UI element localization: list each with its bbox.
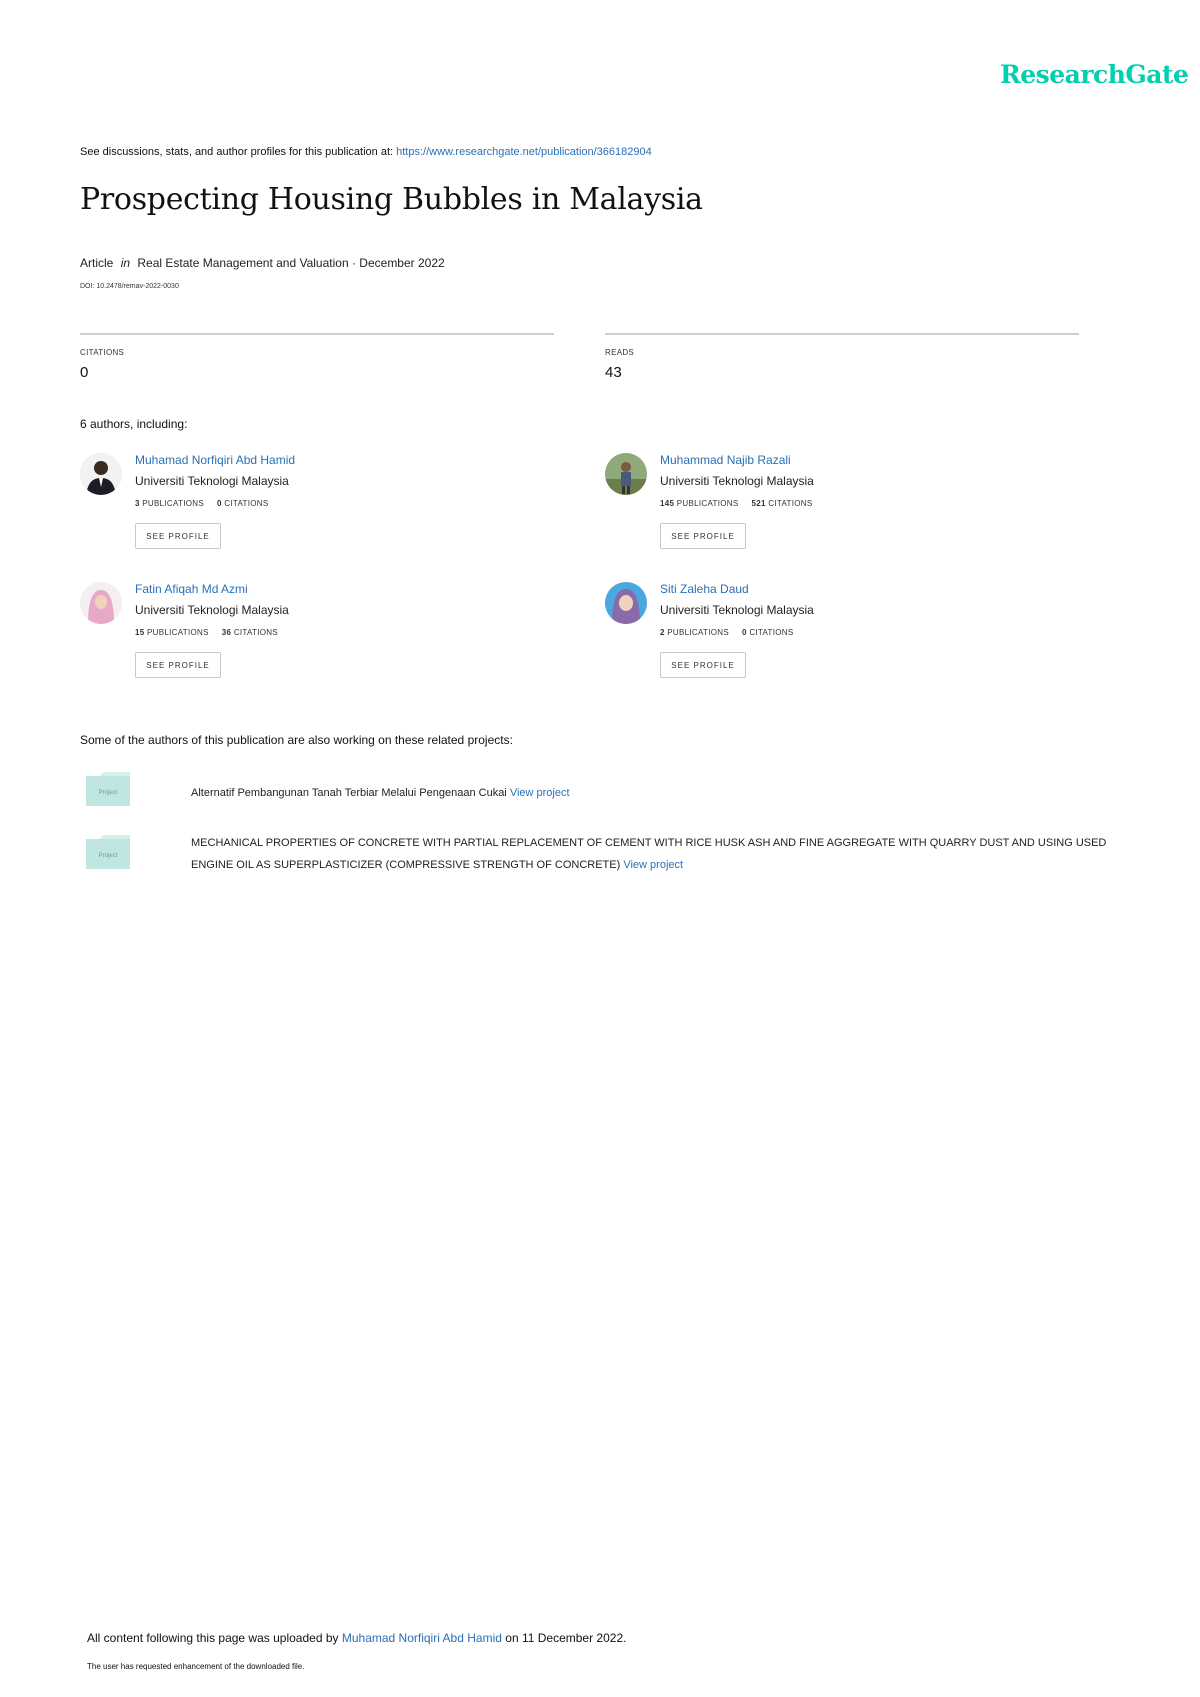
related-projects-heading: Some of the authors of this publication are also working on these related projects: bbox=[80, 733, 513, 747]
reads-value: 43 bbox=[605, 364, 622, 381]
author-institution: Universiti Teknologi Malaysia bbox=[660, 474, 814, 488]
see-profile-button[interactable]: SEE PROFILE bbox=[660, 652, 746, 678]
citations-value: 0 bbox=[80, 364, 89, 381]
avatar[interactable] bbox=[80, 582, 122, 624]
upload-suffix: on 11 December 2022. bbox=[505, 1631, 627, 1645]
author-institution: Universiti Teknologi Malaysia bbox=[660, 603, 814, 617]
upload-notice bbox=[87, 1631, 626, 1645]
project-title-line-2: ENGINE OIL AS SUPERPLASTICIZER (COMPRESSIVE STRENGTH OF CONCRETE) bbox=[191, 859, 621, 871]
project-title-line-1: MECHANICAL PROPERTIES OF CONCRETE WITH PARTIAL REPLACEMENT OF CEMENT WITH RICE HUSK ASH AND FINE AGGREGATE WITH QUARRY DUST AND USING USED bbox=[191, 837, 1107, 849]
author-card bbox=[80, 582, 560, 702]
related-project-item bbox=[191, 832, 1131, 876]
avatar[interactable] bbox=[605, 453, 647, 495]
author-institution: Universiti Teknologi Malaysia bbox=[135, 603, 289, 617]
uploader-link[interactable]: Muhamad Norfiqiri Abd Hamid bbox=[341, 1631, 502, 1645]
citations-count: 0 bbox=[742, 628, 747, 637]
author-card bbox=[80, 453, 560, 573]
citations-label: CITATIONS bbox=[233, 628, 278, 637]
citations-count: 521 bbox=[751, 499, 766, 508]
author-name-link[interactable]: Muhamad Norfiqiri Abd Hamid bbox=[135, 453, 296, 467]
publications-count: 2 bbox=[660, 628, 665, 637]
project-icon-label: Project bbox=[98, 790, 118, 796]
author-stats bbox=[660, 628, 794, 637]
author-stats bbox=[135, 499, 269, 508]
publication-type: Article bbox=[80, 256, 114, 270]
publications-label: PUBLICATIONS bbox=[676, 499, 739, 508]
author-card bbox=[605, 453, 1085, 573]
authors-heading: 6 authors, including: bbox=[80, 417, 188, 431]
avatar[interactable] bbox=[605, 582, 647, 624]
author-institution: Universiti Teknologi Malaysia bbox=[135, 474, 289, 488]
project-folder-icon bbox=[86, 835, 130, 869]
see-profile-button[interactable]: SEE PROFILE bbox=[135, 652, 221, 678]
journal-name: Real Estate Management and Valuation bbox=[137, 256, 349, 270]
publications-count: 15 bbox=[135, 628, 145, 637]
author-name-link[interactable]: Muhammad Najib Razali bbox=[660, 453, 791, 467]
citations-label: CITATIONS bbox=[224, 499, 269, 508]
author-card bbox=[605, 582, 1085, 702]
upload-prefix: All content following this page was uploaded by bbox=[87, 1631, 339, 1645]
project-title-line-2-row bbox=[191, 854, 1131, 876]
citations-label: CITATIONS bbox=[749, 628, 794, 637]
publications-count: 3 bbox=[135, 499, 140, 508]
citations-label: CITATIONS bbox=[768, 499, 813, 508]
project-icon-label: Project bbox=[98, 853, 118, 859]
reads-label: READS bbox=[605, 348, 635, 357]
project-folder-icon bbox=[86, 772, 130, 806]
view-project-link[interactable]: View project bbox=[509, 787, 570, 799]
avatar[interactable] bbox=[80, 453, 122, 495]
publications-count: 145 bbox=[660, 499, 675, 508]
enhancement-note: The user has requested enhancement of the downloaded file. bbox=[87, 1662, 305, 1671]
see-profile-button[interactable]: SEE PROFILE bbox=[135, 523, 221, 549]
citations-count: 36 bbox=[221, 628, 232, 637]
publication-url-link[interactable]: https://www.researchgate.net/publication/366182904 bbox=[396, 146, 652, 158]
researchgate-logo[interactable]: ResearchGate bbox=[1000, 60, 1189, 89]
citations-count: 0 bbox=[217, 499, 222, 508]
author-name-link[interactable]: Siti Zaleha Daud bbox=[660, 582, 749, 596]
publications-label: PUBLICATIONS bbox=[142, 499, 204, 508]
related-project-item bbox=[191, 782, 570, 804]
publication-title: Prospecting Housing Bubbles in Malaysia bbox=[80, 182, 703, 217]
see-profile-button[interactable]: SEE PROFILE bbox=[660, 523, 746, 549]
publication-date: · December 2022 bbox=[351, 256, 445, 270]
reads-divider bbox=[605, 333, 1079, 335]
view-project-link[interactable]: View project bbox=[623, 859, 684, 871]
see-discussions-line bbox=[80, 146, 652, 158]
citations-label: CITATIONS bbox=[80, 348, 125, 357]
in-word: in bbox=[120, 256, 131, 270]
publications-label: PUBLICATIONS bbox=[667, 628, 729, 637]
project-title: Alternatif Pembangunan Tanah Terbiar Melalui Pengenaan Cukai bbox=[191, 787, 507, 799]
author-name-link[interactable]: Fatin Afiqah Md Azmi bbox=[135, 582, 248, 596]
citations-divider bbox=[80, 333, 554, 335]
doi-text: DOI: 10.2478/remav-2022-0030 bbox=[80, 283, 179, 290]
author-stats bbox=[135, 628, 278, 637]
publications-label: PUBLICATIONS bbox=[147, 628, 209, 637]
author-stats bbox=[660, 499, 813, 508]
publication-meta bbox=[80, 256, 445, 270]
see-discussions-text: See discussions, stats, and author profiles for this publication at: bbox=[80, 146, 394, 158]
